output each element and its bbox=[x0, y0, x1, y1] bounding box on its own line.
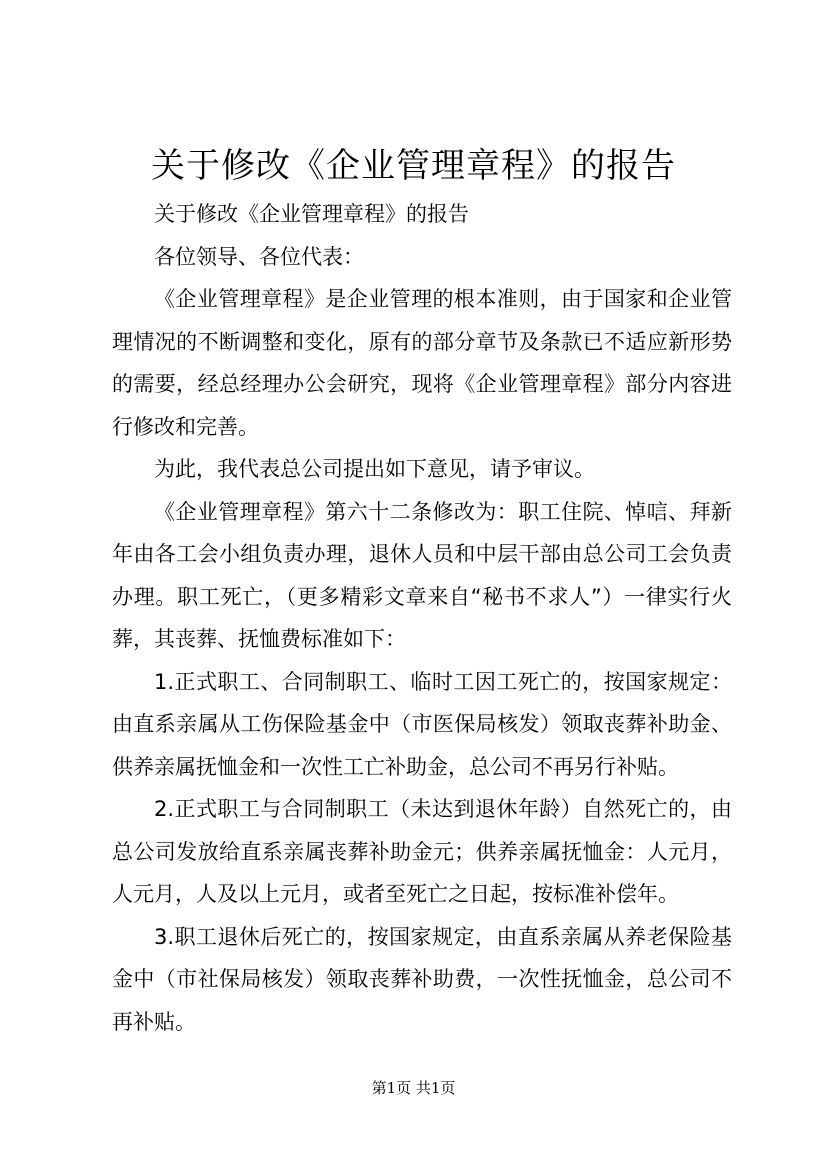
proposal-paragraph: 为此，我代表总公司提出如下意见，请予审议。 bbox=[154, 457, 595, 481]
intro-paragraph: 《企业管理章程》是企业管理的根本准则，由于国家和企业管理情况的不断调整和变化，原有的部分章节及条款已不适应新形势的需要，经总经理办公会研究，现将《企业管理章程》部分内容进行修改和完善。 bbox=[112, 287, 732, 439]
article-paragraph: 《企业管理章程》第六十二条修改为：职工住院、悼唁、拜新年由各工会小组负责办理，退休人员和中层干部由总公司工会负责办理。职工死亡，（更多精彩文章来自“秘书不求人”）一律实行火葬，其丧葬、抚恤费标准如下： bbox=[112, 499, 732, 651]
item-3-paragraph: 3.职工退休后死亡的，按国家规定，由直系亲属从养老保险基金中（市社保局核发）领取丧葬补助费，一次性抚恤金，总公司不再补贴。 bbox=[112, 924, 732, 1034]
page-number-footer: 第1页 共1页 bbox=[371, 1079, 456, 1097]
document-body bbox=[112, 193, 732, 1043]
item-2-paragraph: 2.正式职工与合同制职工（未达到退休年龄）自然死亡的，由总公司发放给直系亲属丧葬补助金元；供养亲属抚恤金：人元月，人元月，人及以上元月，或者至死亡之日起，按标准补偿年。 bbox=[112, 797, 732, 906]
salutation-paragraph: 各位领导、各位代表： bbox=[154, 244, 364, 269]
document-title: 关于修改《企业管理章程》的报告 bbox=[151, 146, 676, 186]
subtitle-paragraph: 关于修改《企业管理章程》的报告 bbox=[154, 202, 469, 226]
item-1-paragraph: 1.正式职工、合同制职工、临时工因工死亡的，按国家规定：由直系亲属从工伤保险基金中（市医保局核发）领取丧葬补助金、供养亲属抚恤金和一次性工亡补助金，总公司不再另行补贴。 bbox=[112, 669, 732, 779]
